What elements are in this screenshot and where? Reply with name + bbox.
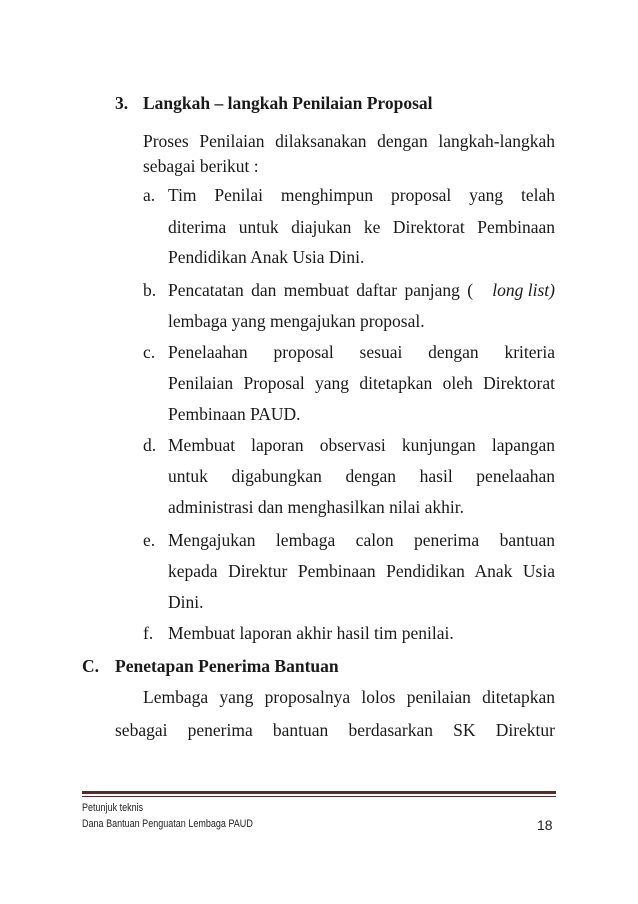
item-b-line-1-text: Pencatatan dan membuat daftar panjang (	[168, 280, 474, 300]
item-a-line-2: diterima untuk diajukan ke Direktorat Pembinaan	[168, 217, 555, 237]
item-a-line-3: Pendidikan Anak Usia Dini.	[168, 247, 365, 267]
item-e-line-2: kepada Direktur Pembinaan Pendidikan Anak Usia	[168, 561, 555, 581]
item-c-line-2: Penilaian Proposal yang ditetapkan oleh Direktorat	[168, 373, 555, 393]
section-c-title: Penetapan Penerima Bantuan	[115, 656, 339, 676]
item-c-marker: c.	[143, 342, 156, 362]
item-e-marker: e.	[143, 530, 156, 550]
page-number: 18	[537, 817, 553, 833]
footer-line-1: Petunjuk teknis	[82, 802, 144, 814]
item-a-marker: a.	[143, 185, 156, 205]
item-c-line-1: Penelaahan proposal sesuai dengan kriteria	[168, 342, 555, 362]
item-b-line-1	[168, 280, 555, 300]
section-3-intro-line-2: sebagai berikut :	[143, 156, 259, 176]
item-d-marker: d.	[143, 435, 157, 455]
section-3-number: 3.	[115, 93, 129, 113]
item-b-marker: b.	[143, 280, 157, 300]
section-3-intro-line-1: Proses Penilaian dilaksanakan dengan langkah-langkah	[143, 131, 555, 151]
item-d-line-2: untuk digabungkan dengan hasil penelaahan	[168, 466, 555, 486]
section-c-para-line-1: Lembaga yang proposalnya lolos penilaian ditetapkan	[143, 687, 555, 707]
footer-line-2: Dana Bantuan Penguatan Lembaga PAUD	[82, 818, 253, 830]
item-b-line-1-italic: long list)	[492, 280, 555, 300]
section-c-letter: C.	[82, 656, 100, 676]
section-3-title: Langkah – langkah Penilaian Proposal	[143, 93, 433, 113]
item-c-line-3: Pembinaan PAUD.	[168, 404, 301, 424]
item-f-marker: f.	[143, 623, 154, 643]
footer-rule-thin	[82, 796, 556, 797]
section-c-para-line-2: sebagai penerima bantuan berdasarkan SK Direktur	[115, 720, 555, 740]
item-e-line-1: Mengajukan lembaga calon penerima bantuan	[168, 530, 555, 550]
item-d-line-1: Membuat laporan observasi kunjungan lapangan	[168, 435, 555, 455]
item-e-line-3: Dini.	[168, 592, 204, 612]
item-f-line-1: Membuat laporan akhir hasil tim penilai.	[168, 623, 454, 643]
item-b-line-2: lembaga yang mengajukan proposal.	[168, 311, 425, 331]
item-a-line-1: Tim Penilai menghimpun proposal yang telah	[168, 185, 555, 205]
footer-rule-thick	[82, 791, 556, 794]
item-d-line-3: administrasi dan menghasilkan nilai akhir.	[168, 497, 464, 517]
